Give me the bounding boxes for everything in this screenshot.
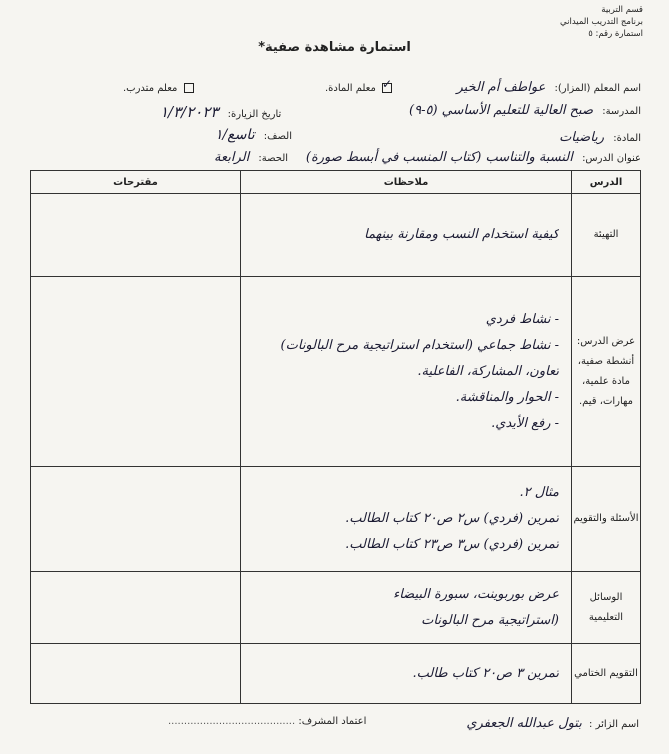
visit-date (160, 103, 281, 121)
teacher-name[interactable]: عواطف أم الخير (456, 80, 546, 95)
note-line: تمرين (فردي) س٢ ص٢٠ كتاب الطالب. (345, 511, 559, 526)
school-name[interactable]: صبح العالية للتعليم الأساسي (٥-٩) (409, 103, 594, 118)
supervisor-field (168, 716, 366, 727)
table-header-row (31, 171, 641, 194)
table-row (31, 467, 641, 572)
notes-cell[interactable] (241, 194, 572, 277)
header-suggestions: مقترحات (31, 171, 241, 194)
subject-teacher-checkbox[interactable] (382, 83, 392, 93)
period-label: الحصة: (258, 153, 289, 164)
note-line: مثال ٢. (519, 485, 559, 500)
dept-name: قسم التربية (601, 5, 643, 15)
subject-teacher-option[interactable] (325, 83, 392, 94)
period-value[interactable]: الرابعة (214, 150, 250, 165)
lesson-row (306, 150, 641, 165)
department-header (560, 4, 643, 40)
visitor-label: اسم الزائر : (589, 719, 639, 730)
notes-cell[interactable] (241, 277, 572, 467)
class-label: الصف: (263, 131, 292, 142)
teacher-row (456, 80, 641, 95)
table-row (31, 194, 641, 277)
header-stage: الدرس (572, 171, 641, 194)
suggestions-cell[interactable] (31, 277, 241, 467)
note-line: تعاون، المشاركة، الفاعلية. (417, 363, 559, 379)
note-line: (استراتيجية مرح البالونات (421, 612, 559, 628)
subject-value[interactable]: رياضيات (559, 130, 605, 145)
subject-teacher-label: معلم المادة. (325, 83, 376, 94)
period-field (214, 150, 288, 165)
stage-cell: الأسئلة والتقويم (572, 467, 641, 572)
form-title: استمارة مشاهدة صفية* (258, 40, 411, 55)
table-row (31, 572, 641, 644)
notes-cell[interactable] (241, 644, 572, 704)
subject-row (559, 130, 641, 145)
suggestions-cell[interactable] (31, 572, 241, 644)
note-line: - رفع الأيدي. (491, 415, 559, 431)
trainee-teacher-option[interactable] (123, 83, 194, 94)
note-line: - نشاط فردي (485, 311, 559, 327)
note-line: تمرين (فردي) س٣ ص٢٣ كتاب الطالب. (345, 537, 559, 552)
school-label: المدرسة: (602, 106, 641, 117)
note-line: كيفية استخدام النسب ومقارنة بينهما (364, 227, 559, 242)
stage-cell: الوسائل التعليمية (572, 572, 641, 644)
supervisor-signature-line[interactable]: ........................................ (168, 716, 296, 727)
class-field (215, 127, 292, 143)
visitor-field (466, 716, 639, 731)
lesson-title[interactable]: النسبة والتناسب (كتاب المنسب في أبسط صورة) (305, 150, 573, 165)
suggestions-cell[interactable] (31, 194, 241, 277)
teacher-label: اسم المعلم (المزار): (554, 83, 641, 94)
note-line: عرض بوربوينت، سبورة البيضاء (393, 586, 559, 602)
program-name: برنامج التدريب الميداني (560, 17, 643, 27)
subject-label: المادة: (613, 133, 641, 144)
stage-cell: التهيئة (572, 194, 641, 277)
note-line: - نشاط جماعي (استخدام استراتيجية مرح البالونات) (280, 337, 559, 353)
class-value[interactable]: تاسع/١ (215, 127, 255, 143)
note-line: - الحوار والمناقشة. (455, 389, 559, 405)
trainee-teacher-checkbox[interactable] (184, 83, 194, 93)
visit-date-value[interactable]: ١/٣/٢٠٢٣ (160, 103, 219, 121)
notes-cell[interactable] (241, 572, 572, 644)
suggestions-cell[interactable] (31, 467, 241, 572)
form-number: استمارة رقم: ٥ (588, 29, 643, 39)
table-row (31, 644, 641, 704)
suggestions-cell[interactable] (31, 644, 241, 704)
lesson-label: عنوان الدرس: (582, 153, 641, 164)
table-row (31, 277, 641, 467)
visit-date-label: تاريخ الزيارة: (227, 109, 282, 120)
stage-cell: التقويم الختامي (572, 644, 641, 704)
visitor-name[interactable]: بتول عبدالله الجعفري (466, 716, 582, 731)
notes-cell[interactable] (241, 467, 572, 572)
note-line: تمرين ٣ ص٢٠ كتاب طالب. (412, 665, 559, 681)
stage-cell: عرض الدرس: أنشطة صفية، مادة علمية، مهارات، قيم. (572, 277, 641, 467)
observation-table (30, 170, 641, 704)
header-notes: ملاحظات (241, 171, 572, 194)
supervisor-label: اعتماد المشرف: (298, 716, 367, 727)
trainee-teacher-label: معلم متدرب. (123, 83, 178, 94)
school-row (409, 103, 641, 118)
